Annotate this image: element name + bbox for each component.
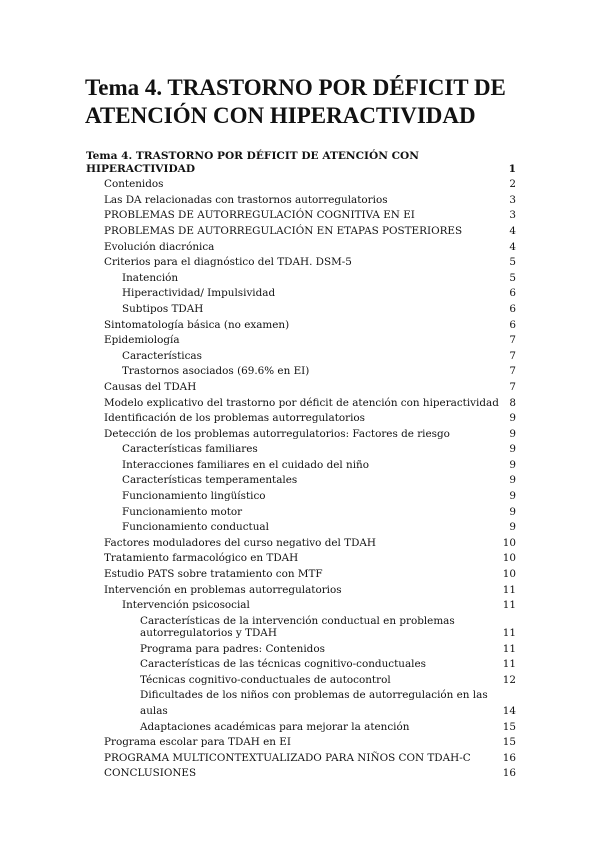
toc-entry[interactable] — [0, 302, 600, 318]
toc-entry-page: 16 — [502, 767, 516, 780]
toc-entry-page: 3 — [509, 193, 516, 206]
toc-entry[interactable] — [0, 720, 600, 736]
toc-entry[interactable] — [0, 551, 600, 567]
toc-entry[interactable] — [0, 442, 600, 458]
toc-entry[interactable] — [0, 766, 600, 782]
toc-entry-page: 8 — [509, 396, 516, 409]
toc-entry[interactable] — [0, 255, 600, 271]
toc-entry-text: Características temperamentales — [122, 474, 298, 487]
toc-entry-page: 15 — [502, 720, 516, 733]
toc-entry[interactable] — [0, 615, 600, 640]
toc-entry[interactable] — [0, 271, 600, 287]
toc-entry[interactable] — [0, 380, 600, 396]
toc-entry[interactable] — [0, 598, 600, 614]
toc-entry-text: Dificultades de los niños con problemas de autorregulación en las aulas — [140, 689, 488, 717]
toc-entry-page: 6 — [509, 302, 516, 315]
toc-entry-page: 11 — [502, 627, 516, 640]
toc-entry-page: 9 — [509, 490, 516, 503]
toc-entry[interactable] — [0, 520, 600, 536]
toc-entry-page: 9 — [509, 474, 516, 487]
toc-entry-page: 5 — [509, 256, 516, 269]
toc-entry-text: Funcionamiento conductual — [122, 521, 269, 534]
toc-entry[interactable] — [0, 583, 600, 599]
table-of-contents — [0, 150, 600, 782]
toc-entry-page: 11 — [502, 642, 516, 655]
toc-entry-page: 10 — [502, 536, 516, 549]
toc-entry-page: 9 — [509, 521, 516, 534]
toc-entry[interactable] — [0, 567, 600, 583]
toc-entry[interactable] — [0, 458, 600, 474]
toc-entry-text: Características de la intervención conductual en problemas autorregulatorios y TDAH — [140, 614, 455, 640]
toc-entry-text: Estudio PATS sobre tratamiento con MTF — [104, 568, 323, 581]
toc-entry-text: Identificación de los problemas autorregulatorios — [104, 412, 366, 425]
toc-entry-text: Características familiares — [122, 443, 258, 456]
toc-entry-text: PROGRAMA MULTICONTEXTUALIZADO PARA NIÑOS CON TDAH-C — [104, 751, 471, 764]
toc-entry-text: Trastornos asociados (69.6% en EI) — [122, 365, 310, 378]
toc-entry[interactable] — [0, 473, 600, 489]
toc-entry-text: PROBLEMAS DE AUTORREGULACIÓN COGNITIVA EN EI — [104, 209, 415, 222]
toc-entry-text: Epidemiología — [104, 334, 180, 347]
toc-entry-text: Evolución diacrónica — [104, 240, 215, 253]
toc-entry[interactable] — [0, 505, 600, 521]
toc-entry-text: Tratamiento farmacológico en TDAH — [104, 552, 299, 565]
toc-entry-page: 4 — [509, 224, 516, 237]
toc-entry-text: Programa para padres: Contenidos — [140, 642, 325, 655]
toc-entry[interactable] — [0, 286, 600, 302]
toc-entry-text: Funcionamiento motor — [122, 505, 243, 518]
toc-entry[interactable] — [0, 208, 600, 224]
toc-entry[interactable] — [0, 735, 600, 751]
toc-entry-page: 2 — [509, 178, 516, 191]
toc-entry-page: 11 — [502, 658, 516, 671]
toc-entry-text: Contenidos — [104, 178, 164, 191]
toc-entry-text: Las DA relacionadas con trastornos autorregulatorios — [104, 193, 388, 206]
toc-entry-text: Detección de los problemas autorregulatorios: Factores de riesgo — [104, 427, 450, 440]
toc-entry-page: 16 — [502, 751, 516, 764]
toc-entry-page: 9 — [509, 412, 516, 425]
toc-entry[interactable] — [0, 150, 600, 175]
toc-entry-text: Características — [122, 349, 202, 362]
toc-entry-page: 11 — [502, 583, 516, 596]
toc-entry-text: Tema 4. TRASTORNO POR DÉFICIT DE ATENCIÓN CON HIPERACTIVIDAD — [86, 150, 419, 175]
toc-entry[interactable] — [0, 349, 600, 365]
toc-entry-page: 9 — [509, 443, 516, 456]
toc-entry-text: Intervención en problemas autorregulatorios — [104, 583, 342, 596]
toc-entry-text: Adaptaciones académicas para mejorar la atención — [140, 720, 410, 733]
toc-entry-text: CONCLUSIONES — [104, 767, 197, 780]
toc-entry-text: Subtipos TDAH — [122, 302, 204, 315]
toc-entry[interactable] — [0, 318, 600, 334]
toc-entry-text: Funcionamiento lingüístico — [122, 490, 266, 503]
toc-entry[interactable] — [0, 688, 600, 719]
toc-entry-text: Características de las técnicas cognitivo-conductuales — [140, 658, 426, 671]
toc-entry-text: Programa escolar para TDAH en EI — [104, 736, 291, 749]
toc-entry[interactable] — [0, 751, 600, 767]
toc-entry-page: 7 — [509, 365, 516, 378]
toc-entry[interactable] — [0, 489, 600, 505]
toc-entry-text: Hiperactividad/ Impulsividad — [122, 287, 276, 300]
toc-entry-text: Inatención — [122, 271, 179, 284]
toc-entry-page: 12 — [502, 673, 516, 686]
toc-entry[interactable] — [0, 364, 600, 380]
toc-entry[interactable] — [0, 240, 600, 256]
toc-entry-page: 10 — [502, 568, 516, 581]
toc-entry-text: Modelo explicativo del trastorno por déficit de atención con hiperactividad — [104, 396, 499, 409]
toc-entry-page: 9 — [509, 505, 516, 518]
toc-entry[interactable] — [0, 657, 600, 673]
toc-entry-page: 4 — [509, 240, 516, 253]
toc-entry-text: Sintomatología básica (no examen) — [104, 318, 290, 331]
toc-entry-text: Intervención psicosocial — [122, 599, 250, 612]
toc-entry-page: 9 — [509, 427, 516, 440]
toc-entry[interactable] — [0, 193, 600, 209]
toc-entry[interactable] — [0, 673, 600, 689]
toc-entry-page: 15 — [502, 736, 516, 749]
toc-entry[interactable] — [0, 536, 600, 552]
toc-entry-page: 11 — [502, 599, 516, 612]
toc-entry-text: Factores moduladores del curso negativo del TDAH — [104, 536, 376, 549]
toc-entry-text: Causas del TDAH — [104, 380, 197, 393]
toc-entry[interactable] — [0, 396, 600, 412]
toc-entry-page: 3 — [509, 209, 516, 222]
toc-entry-text: Interacciones familiares en el cuidado del niño — [122, 458, 369, 471]
toc-entry-page: 1 — [508, 162, 516, 175]
toc-entry-page: 6 — [509, 287, 516, 300]
toc-entry[interactable] — [0, 411, 600, 427]
toc-entry-text: Técnicas cognitivo-conductuales de autocontrol — [140, 673, 391, 686]
toc-entry-text: Criterios para el diagnóstico del TDAH. DSM-5 — [104, 256, 352, 269]
toc-entry[interactable] — [0, 427, 600, 443]
toc-entry-page: 7 — [509, 380, 516, 393]
toc-entry[interactable] — [0, 224, 600, 240]
toc-entry-page: 14 — [502, 705, 516, 717]
toc-entry-page: 5 — [509, 271, 516, 284]
toc-entry-page: 9 — [509, 458, 516, 471]
toc-entry[interactable] — [0, 177, 600, 193]
page-title: Tema 4. TRASTORNO POR DÉFICIT DE ATENCIÓN CON HIPERACTIVIDAD — [85, 75, 506, 128]
toc-entry[interactable] — [0, 333, 600, 349]
toc-entry-text: PROBLEMAS DE AUTORREGULACIÓN EN ETAPAS POSTERIORES — [104, 224, 463, 237]
toc-entry-page: 10 — [502, 552, 516, 565]
toc-entry-page: 7 — [509, 334, 516, 347]
toc-entry-page: 6 — [509, 318, 516, 331]
toc-entry[interactable] — [0, 642, 600, 658]
toc-entry-page: 7 — [509, 349, 516, 362]
